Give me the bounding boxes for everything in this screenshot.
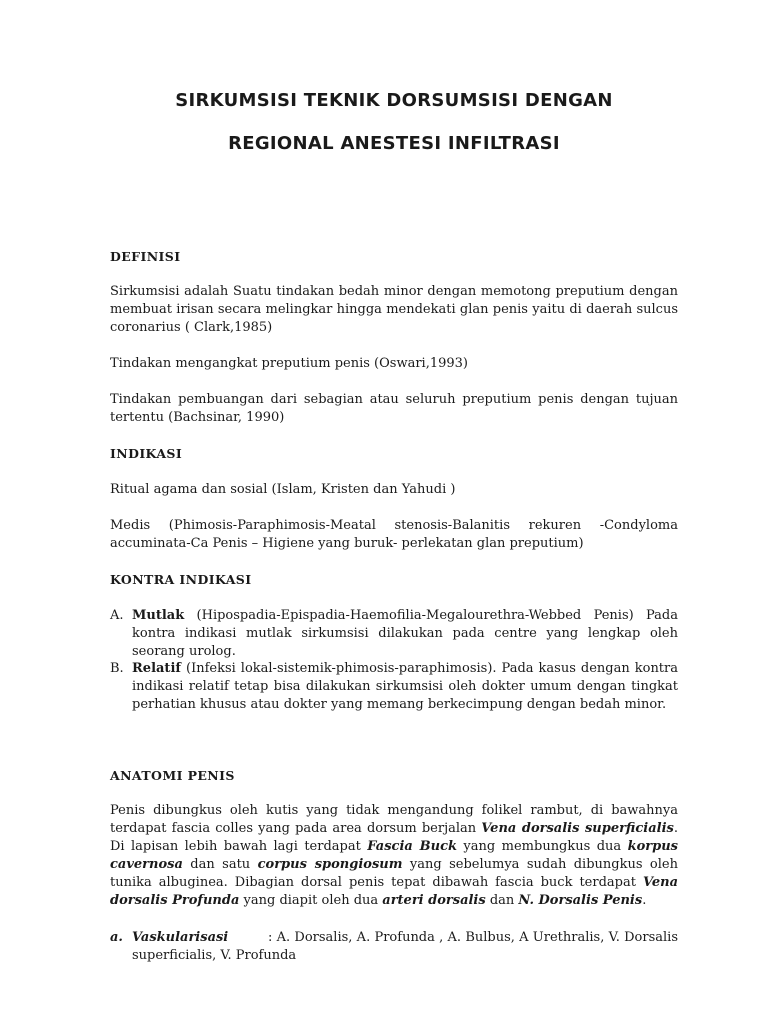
definisi-paragraph-2: Tindakan mengangkat preputium penis (Oswari,1993) <box>110 356 468 371</box>
heading-definisi: DEFINISI <box>110 249 181 264</box>
anatomi-item-a <box>110 929 678 965</box>
kontra-item-b-text <box>132 660 678 714</box>
anatomi-text: yang membungkus dua <box>457 839 628 854</box>
document-title-line-1: SIRKUMSISI TEKNIK DORSUMSISI DENGAN <box>175 90 613 111</box>
anatomi-text: yang sebelumya sudah dibungkus oleh tunika albuginea. Dibagian dorsal penis tepat dibawah fascia buck terdapat <box>110 857 678 890</box>
indikasi-paragraph-1: Ritual agama dan sosial (Islam, Kristen dan Yahudi ) <box>110 482 456 497</box>
anatomi-item-a-text <box>132 929 678 965</box>
list-marker: A. <box>110 608 124 623</box>
anatomi-text: dan <box>485 893 519 908</box>
vaskularisasi-description: : A. Dorsalis, A. Profunda , A. Bulbus, A Urethralis, V. Dorsalis superficialis, V. Profunda <box>132 930 678 963</box>
heading-kontra-indikasi: KONTRA INDIKASI <box>110 572 252 587</box>
term-mutlak: Mutlak <box>132 608 185 623</box>
definisi-paragraph-3: Tindakan pembuangan dari sebagian atau seluruh preputium penis dengan tujuan tertentu (Bachsinar, 1990) <box>110 392 678 425</box>
term-fascia-buck: Fascia Buck <box>367 839 457 854</box>
kontra-item-a <box>110 607 678 661</box>
anatomi-paragraph <box>110 802 678 910</box>
term-relatif: Relatif <box>132 661 181 676</box>
list-marker: B. <box>110 661 124 676</box>
kontra-item-b <box>110 660 678 714</box>
definisi-paragraph-1: Sirkumsisi adalah Suatu tindakan bedah minor dengan memotong preputium dengan membuat irisan secara melingkar hingga mendekati glan penis yaitu di daerah sulcus coronarius ( Clark,1985) <box>110 284 678 335</box>
term-vaskularisasi: Vaskularisasi <box>132 930 229 945</box>
anatomi-text: yang diapit oleh dua <box>239 893 383 908</box>
mutlak-description: (Hipospadia-Epispadia-Haemofilia-Megalourethra-Webbed Penis) Pada kontra indikasi mutlak sirkumsisi dilakukan pada centre yang lengkap oleh seorang urolog. <box>132 608 678 659</box>
anatomi-text: dan satu <box>182 857 258 872</box>
anatomi-text: . Di lapisan lebih bawah lagi terdapat <box>110 821 679 854</box>
relatif-description: (Infeksi lokal-sistemik-phimosis-paraphimosis). Pada kasus dengan kontra indikasi relatif tetap bisa dilakukan sirkumsisi oleh dokter umum dengan tingkat perhatian khusus atau dokter yang memang berkecimpung dengan bedah minor. <box>132 661 678 712</box>
term-korpus-cavernosa: korpus cavernosa <box>110 839 678 872</box>
document-title-line-2: REGIONAL ANESTESI INFILTRASI <box>228 133 560 154</box>
term-n-dorsalis-penis: N. Dorsalis Penis <box>518 893 643 908</box>
indikasi-paragraph-2: Medis (Phimosis-Paraphimosis-Meatal stenosis-Balanitis rekuren -Condyloma accuminata-Ca Penis – Higiene yang buruk- perlekatan glan preputium) <box>110 518 678 551</box>
kontra-item-a-text <box>132 607 678 661</box>
term-arteri-dorsalis: arteri dorsalis <box>382 893 486 908</box>
term-corpus-spongiosum: corpus spongiosum <box>257 857 403 872</box>
anatomi-text: . <box>642 893 647 908</box>
term-vena-dorsalis-profunda: Vena dorsalis Profunda <box>110 875 678 908</box>
anatomi-text: Penis dibungkus oleh kutis yang tidak mengandung folikel rambut, di bawahnya terdapat fascia colles yang pada area dorsum berjalan <box>110 803 678 836</box>
list-marker: a. <box>110 930 123 945</box>
heading-anatomi-penis: ANATOMI PENIS <box>110 768 235 783</box>
term-vena-dorsalis-superficialis: Vena dorsalis superficialis <box>481 821 674 836</box>
heading-indikasi: INDIKASI <box>110 446 183 461</box>
